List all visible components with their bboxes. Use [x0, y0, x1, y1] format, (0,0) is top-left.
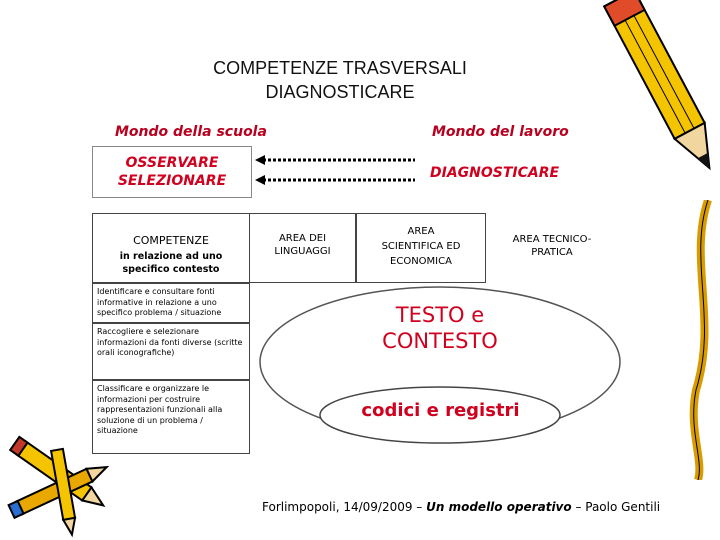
diagnose-label: DIAGNOSTICARE: [430, 165, 560, 181]
left-header: Mondo della scuola: [115, 124, 267, 140]
competenze-title: COMPETENZE: [133, 234, 209, 247]
skill-collect-text: Raccogliere e selezionare informazioni da fonti diverse (scritte orali iconografiche): [97, 327, 243, 357]
footer-italic: Un modello operativo: [426, 500, 572, 514]
footer: [262, 500, 702, 514]
footer-author: – Paolo Gentili: [571, 500, 661, 514]
competenze-subtitle: in relazione ad uno specifico contesto: [119, 251, 223, 275]
skill-box-identify: [92, 283, 250, 323]
area-scientifica-label: AREA SCIENTIFICA ED ECONOMICA: [381, 226, 461, 267]
competenze-box: [92, 213, 250, 283]
skill-classify-text: Classificare e organizzare le informazioni per costruire rappresentazioni funzionali alla soluzione di un problema / situazione: [97, 384, 223, 435]
skill-identify-text: Identificare e consultare fonti informative in relazione a uno specifico problema / situazione: [97, 287, 222, 317]
codes-registers-label: codici e registri: [361, 400, 520, 421]
observe-select-label: OSSERVARE SELEZIONARE: [117, 155, 227, 189]
skill-box-classify: [92, 380, 250, 454]
area-tecnico-label: AREA TECNICO- PRATICA: [512, 234, 592, 258]
skill-box-collect: [92, 323, 250, 380]
observe-select-box: [92, 146, 252, 198]
area-tecnico-box: [486, 213, 618, 283]
pencil-top-right-icon: [590, 0, 720, 180]
bidirectional-arrows: [255, 150, 430, 190]
area-linguaggi-box: [250, 213, 356, 283]
slide-title: COMPETENZE TRASVERSALI DIAGNOSTICARE: [213, 58, 467, 102]
area-scientifica-box: [356, 213, 486, 283]
text-context-label: TESTO e CONTESTO: [382, 303, 498, 353]
pencil-right-edge-icon: [678, 200, 720, 480]
footer-place-date: Forlimpopoli, 14/09/2009 –: [262, 500, 427, 514]
area-linguaggi-label: AREA DEI LINGUAGGI: [274, 233, 331, 257]
right-header: Mondo del lavoro: [432, 124, 569, 140]
